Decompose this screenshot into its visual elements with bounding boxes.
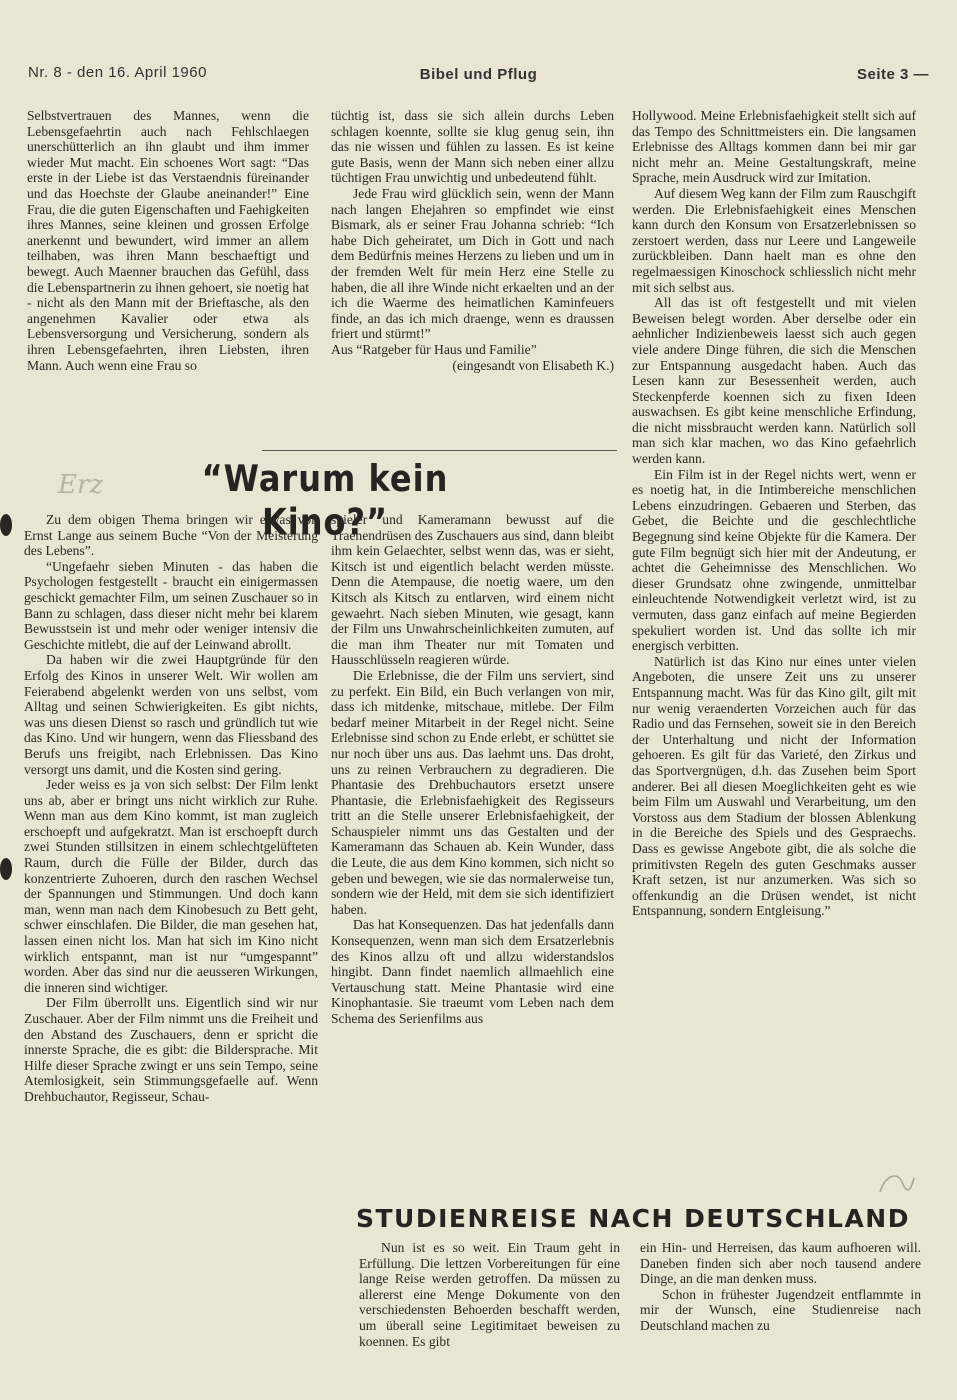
paragraph: Natürlich ist das Kino nur eines unter vielen Angeboten, die unsere Zeit uns zu unserer Entspannung macht. Was für das Kino gilt, gilt mit nur wenig veraenderten Vorzeichen auch für das Radio und das Fernsehen, soweit sie in den Bereich der Unterhaltung und nicht der Information gehoeren. Es gilt für das Varieté, den Zirkus und das Sportvergnügen, d.h. das Zusehen beim Sport anderer. Bei all diesen Moeglichkeiten geht es wie beim Film um Auswahl und Verarbeitung, um den Vorstoss aus dem Stadium der blossen Ablenkung in die Bereiche des Spiels und des Gespraechs. Dass es gewisse Angebote gibt, die als solche die primitivsten Regeln des guten Geschmaks ausser Kraft setzen, ist nur anzumerken. Was sich so offenkundig an die Drüsen wendet, ist nicht Entspannung, sondern Entgleisung.” xyxy=(632,653,916,919)
paragraph: Zu dem obigen Thema bringen wir etwas von Ernst Lange aus seinem Buche “Von der Meisterung des Lebens”. xyxy=(24,512,318,559)
paragraph: spieler und Kameramann bewusst auf die Traenendrüsen des Zuschauers aus sind, dann bleibt ihm kein Gelaechter, selbst wenn das, was er sieht, Kitsch ist und eigentlich belacht werden müsste. Denn die Atempause, die noetig waere, um den Kitsch als Kitsch zu entlarven, wird einem nicht gewaehrt. Nach sieben Minuten, wie gesagt, kann der Film uns Unwahrscheinlichkeiten zumuten, auf die man ihm Theater nur mit Tomaten und Hausschlüsseln reagieren würde. xyxy=(331,512,614,668)
kino-article-column-3 xyxy=(632,108,916,919)
page-number: Seite 3 — xyxy=(856,66,929,83)
studienreise-article-title: STUDIENREISE NACH DEUTSCHLAND xyxy=(356,1204,910,1233)
pencil-annotation: Erz xyxy=(58,470,104,500)
top-article-column-2 xyxy=(331,108,614,373)
kino-article-column-1 xyxy=(24,512,318,1105)
paragraph: tüchtig ist, dass sie sich allein durchs Leben schlagen koennte, sollte sie klug genug sein, ihn das nie wissen und fühlen zu lassen. Es ist keine gute Basis, wenn der Mann sich neben einer allzu tüchtigen Frau unwichtig und unbedeutend fühlt. xyxy=(331,108,614,186)
paragraph: “Ungefaehr sieben Minuten - das haben die Psychologen festgestellt - braucht ein einigermassen geschickt gemachter Film, um seinen Zuschauer so in Bann zu schlagen, dass dieser nicht mehr bei klarem Bewusstsein ist und mehr oder weniger intensiv die Geschichte mitlebt, die auf der Leinwand abrollt. xyxy=(24,558,318,652)
paragraph: Auf diesem Weg kann der Film zum Rauschgift werden. Die Erlebnisfaehigkeit eines Menschen kann durch den Konsum von Ersatzerlebnissen so zerstoert werden, dass nur Leere und Langeweile zurückbleiben. Dann haelt man es ohne den regelmaessigen Kinoschock schliesslich nicht mehr mit sich selbst aus. xyxy=(632,185,916,295)
article-contributor: (eingesandt von Elisabeth K.) xyxy=(452,357,614,373)
article-source: Aus “Ratgeber für Haus und Familie” xyxy=(331,341,537,357)
section-divider xyxy=(262,450,617,451)
page-header xyxy=(28,60,929,92)
paragraph: Das hat Konsequenzen. Das hat jedenfalls dann Konsequenzen, wenn man sich dem Ersatzerlebnis des Kinos allzu oft und allzu widerstandslos hingibt. Dann findet naemlich allmaehlich eine Vertauschung statt. Meine Phantasie wird eine Kinophantasie. Sie traeumt vom Leben nach dem Schema des Serienfilms aus xyxy=(331,917,614,1026)
paragraph: Hollywood. Meine Erlebnisfaehigkeit stellt sich auf das Tempo des Schnittmeisters ein. Die langsamen Erlebnisse des Alltags kommen dann bei mir gar nicht mehr an. Meine Gestaltungskraft, meine Sprache, mein Ausdruck wird zur Imitation. xyxy=(632,108,916,186)
kino-article-column-2 xyxy=(331,512,614,1027)
paragraph: Selbstvertrauen des Mannes, wenn die Lebensgefaehrtin auch nach Fehlschlaegen unerschütterlich an ihn glaubt und ihm immer wieder Mut macht. Ein schoenes Wort sagt: “Das erste in der Liebe ist das Verstaendnis füreinander und das Hoechste der Glaube aneinander!” Eine Frau, die die guten Eigenschaften und Faehigkeiten ihres Mannes, seine kleinen und grossen Erfolge anerkennt und bewundert, wird immer an allem teilhaben, was ihren Mann beschaeftigt und bewegt. Auch Maenner brauchen das Gefühl, dass die Lebenspartnerin zu ihnen gehoert, sie noetig hat - nicht als den Mann mit der Brieftasche, als den angenehmen Kavalier oder etwa als Lebensversorgung und Versicherung, sondern als ihren Lebensgefaehrten, ihren Liebsten, ihren Mann. Auch wenn eine Frau so xyxy=(27,108,309,373)
paragraph: All das ist oft festgestellt und mit vielen Beweisen belegt worden. Aber derselbe oder ein aehnlicher Indizienbeweis laesst sich auch gegen viele andere Dinge führen, die sich die Menschen zur Entspannung ausgedacht haben. Auch das Lesen kann zur Besessenheit werden, auch Steckenpferde koennen sich zu fixen Ideen auswachsen. Es gibt keine menschliche Erfindung, die nicht missbraucht werden kann. Natürlich soll man sich klar machen, wo das Kino gefaehrlich werden kann. xyxy=(632,295,916,467)
pencil-scribble-icon xyxy=(876,1170,916,1198)
studienreise-column-2 xyxy=(640,1240,921,1334)
paragraph: Schon in frühester Jugendzeit entflammte in mir der Wunsch, eine Studienreise nach Deutschland machen zu xyxy=(640,1286,921,1333)
issue-date: Nr. 8 - den 16. April 1960 xyxy=(28,64,207,81)
top-article-column-1 xyxy=(27,108,309,373)
paragraph: Jeder weiss es ja von sich selbst: Der Film lenkt uns ab, aber er bringt uns nicht wirklich zur Ruhe. Wenn man aus dem Kino kommt, ist man zugleich erschoepft und aufgekratzt. Man ist erschoepft durch zwei Stunden stillsitzen in einem schlechtgelüfteten Raum, durch die Fülle der Bilder, durch das konzentrierte Zuhoeren, durch den raschen Wechsel der Spannungen und Stimmungen. Und doch kann man, wenn man nach dem Kinobesuch zu Bett geht, schwer einschlafen. Die Bilder, die man gesehen hat, lassen einen nicht los. Man hat sich im Kino nicht wirklich entspannt, man ist nur “umgespannt” worden. Aber das sind nur die aeusseren Wirkungen, die inneren sind wichtiger. xyxy=(24,777,318,995)
paragraph: Der Film überrollt uns. Eigentlich sind wir nur Zuschauer. Aber der Film nimmt uns die Freiheit und den Abstand des Zuschauers, denn er spricht die innerste Sprache, die es gibt: die Bildersprache. Mit Hilfe dieser Sprache zwingt er uns sein Tempo, seine Atemlosigkeit, sein Stimmungsgefaelle auf. Wenn Drehbuchautor, Regisseur, Schau- xyxy=(24,995,318,1104)
paragraph: Die Erlebnisse, die der Film uns serviert, sind zu perfekt. Ein Bild, ein Buch verlangen von mir, dass ich mitdenke, mitschaue, mitlebe. Der Film bedarf meiner Mitarbeit in der Regel nicht. Seine Erlebnisse sind schon zu Ende erlebt, er schüttet sie nur noch über uns aus. Das laehmt uns. Das droht, uns zu reinen Verbrauchern zu degradieren. Die Phantasie des Drehbuchautors ersetzt unsere Phantasie, die Erlebnisfaehigkeit des Regisseurs tritt an die Stelle unserer Erlebnisfaehigkeit, der Schauspieler nimmt uns das Gestalten und der Kameramann das Schauen ab. Kein Wunder, dass die Leute, die aus dem Kino kommen, sich nicht so geben und bewegen, wie sie das normalerweise tun, sondern wie der Held, mit dem sie sich identifiziert haben. xyxy=(331,667,614,917)
paragraph: Da haben wir die zwei Hauptgründe für den Erfolg des Kinos in unserer Welt. Wir wollen am Feierabend abgelenkt werden von uns selbst, vom Alltag und seinen Schwierigkeiten. Es gibt nichts, was uns diesen Dienst so rasch und gründlich tut wie das Kino. Und wir hungern, wenn das Fliessband des Berufs uns freigibt, nach Erlebnissen. Das Kino versorgt uns damit, und die Kosten sind gering. xyxy=(24,652,318,777)
paragraph: Jede Frau wird glücklich sein, wenn der Mann nach langen Ehejahren so empfindet wie einst Bismark, als er seiner Frau Johanna schrieb: “Ich habe Dich geheiratet, um Dich in Gott und nach dem Bedürfnis meines Herzens zu lieben und um in der fremden Welt für mein Herz eine Stelle zu haben, die all ihre Winde nicht erkaelten und an der ich die Waerme des heimatlichen Kaminfeuers finde, an das ich mich draenge, wenn es draussen friert und stürmt!” xyxy=(331,185,614,342)
studienreise-column-1 xyxy=(359,1240,620,1349)
paragraph: Ein Film ist in der Regel nichts wert, wenn er es noetig hat, in die Intimbereiche menschlichen Lebens einzudringen. Gebaeren und Sterben, das Gebet, die Beichte und die geschlechtliche Begegnung sind keine Objekte für die Kamera. Der gute Film begnügt sich hier mit der Andeutung, er achtet die Geheimnisse des Menschlichen. Wo dieser Grundsatz ohne zwingende, unmittelbar einleuchtende Notwendigkeit verletzt wird, ist zu vermuten, dass ganz einfach auf meine Begierden spekuliert worden ist. Und das sollte ich mir energisch verbitten. xyxy=(632,466,916,654)
publication-name: Bibel und Pflug xyxy=(419,66,538,83)
punch-hole xyxy=(0,858,12,880)
kino-article-title: “Warum kein Kino?” xyxy=(201,456,449,544)
paragraph: Nun ist es so weit. Ein Traum geht in Erfüllung. Die lettzen Vorbereitungen für eine lange Reise werden getroffen. Da müssen zu allererst eine Menge Dokumente von den verschiedensten Behoerden beschafft werden, um überall seine Legitimitaet beweisen zu koennen. Es gibt xyxy=(359,1240,620,1349)
paragraph: ein Hin- und Herreisen, das kaum aufhoeren will. Daneben finden sich aber noch tausend andere Dinge, an die man denken muss. xyxy=(640,1240,921,1287)
punch-hole xyxy=(0,514,12,536)
